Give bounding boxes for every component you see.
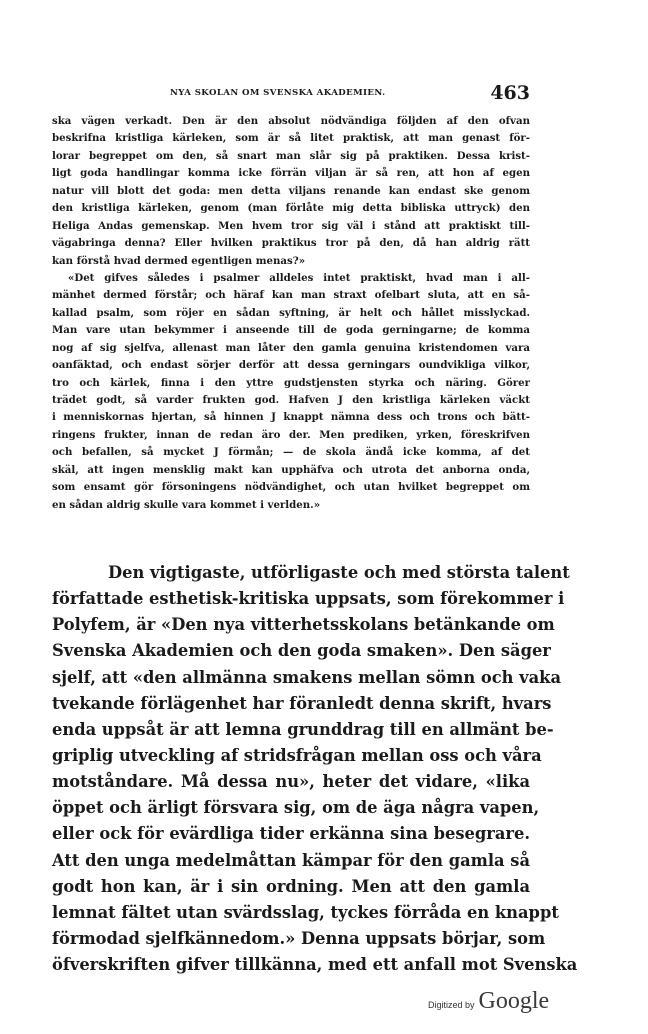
page-header xyxy=(170,82,530,106)
small-text-line: nog af sig sjelfva, allenast man låter den gamla genuina kristendomen vara xyxy=(52,341,530,354)
small-text-line: ringens frukter, innan de redan äro der. Men prediken, yrken, föreskrifven xyxy=(52,428,530,441)
large-text-line: Polyfem, är «Den nya vitterhetsskolans betänkande om xyxy=(52,615,555,635)
page-number: 463 xyxy=(490,82,530,104)
digitized-watermark xyxy=(428,988,549,1015)
small-text-line: ligt goda handlingar komma icke förrän viljan är så ren, att hon af egen xyxy=(52,167,530,180)
digitized-brand: Google xyxy=(478,988,550,1014)
small-text-line: mänhet dermed förstår; och häraf kan man straxt ofelbart sluta, att en så- xyxy=(52,289,530,302)
large-text-line: öppet och ärligt försvara sig, om de äga några vapen, xyxy=(52,798,540,818)
large-text-line: förmodad sjelfkännedom.» Denna uppsats börjar, som xyxy=(52,928,546,948)
large-text-line: Den vigtigaste, utförligaste och med största talent xyxy=(108,563,570,582)
large-text-line: sjelf, att «den allmänna smakens mellan sömn och vaka xyxy=(52,667,561,687)
small-text-line: som ensamt gör försoningens nödvändighet, och utan hvilket begreppet om xyxy=(52,481,530,494)
large-text-line: öfverskriften gifver tillkänna, med ett anfall mot Svenska xyxy=(52,955,578,975)
small-text-line: Heliga Andas gemenskap. Men hvem tror sig väl i stånd att praktiskt till- xyxy=(52,219,530,232)
main-paragraph xyxy=(52,560,578,978)
large-text-line: godt hon kan, är i sin ordning. Men att den gamla xyxy=(52,876,530,896)
small-text-line: trädet godt, så varder frukten god. Hafven J den kristliga kärleken väckt xyxy=(52,394,530,406)
small-text-line: kan förstå hvad dermed egentligen menas?» xyxy=(52,254,306,267)
small-text-line: Man vare utan bekymmer i anseende till de goda gerningarne; de komma xyxy=(52,324,530,337)
small-text-line: beskrifna kristliga kärleken, som är så litet praktisk, att man genast för- xyxy=(52,132,530,145)
running-title: NYA SKOLAN OM SVENSKA AKADEMIEN. xyxy=(170,88,386,98)
quoted-passage xyxy=(52,113,530,514)
small-text-line: en sådan aldrig skulle vara kommet i verlden.» xyxy=(52,498,321,511)
digitized-prefix: Digitized by xyxy=(428,1000,475,1010)
large-text-line: tvekande förlägenhet har föranledt denna skrift, hvars xyxy=(52,693,552,713)
small-text-line: lorar begreppet om den, så snart man slår sig på praktiken. Dessa krist- xyxy=(52,149,530,162)
large-text-line: författade esthetisk-kritiska uppsats, som förekommer i xyxy=(52,589,565,609)
small-text-line: «Det gifves således i psalmer alldeles intet praktiskt, hvad man i all- xyxy=(68,271,530,284)
small-text-line: kallad psalm, som röjer en sådan syftning, är helt och hållet misslyckad. xyxy=(52,306,530,319)
large-text-line: Svenska Akademien och den goda smaken». Den säger xyxy=(52,641,551,661)
large-text-line: enda uppsåt är att lemna grunddrag till en allmänt be- xyxy=(52,719,554,739)
small-text-line: vägabringa denna? Eller hvilken praktikus tror på den, då han aldrig rätt xyxy=(52,237,530,250)
small-text-line: skäl, att ingen mensklig makt kan upphäfva och utrota det anborna onda, xyxy=(52,463,530,476)
large-text-line: eller ock för evärdliga tider erkänna sina besegrare. xyxy=(52,824,530,844)
large-text-line: Att den unga medelmåttan kämpar för den gamla så xyxy=(52,850,530,870)
small-text-line: natur vill blott det goda: men detta viljans renande kan endast ske genom xyxy=(52,184,530,197)
large-text-line: griplig utveckling af stridsfrågan mellan oss och våra xyxy=(52,745,542,765)
small-text-line: i menniskornas hjertan, så hinnen J knappt nämna dess och trons och bätt- xyxy=(52,411,530,424)
small-text-line: den kristliga kärleken, genom (man förlåte mig detta bibliska uttryck) den xyxy=(52,202,530,215)
small-text-line: tro och kärlek, finna i den yttre gudstjensten styrka och näring. Görer xyxy=(52,376,530,389)
small-text-line: och befallen, så mycket J förmån; — de skola ändå icke komma, af det xyxy=(52,446,530,459)
small-text-line: oanfäktad, och endast sörjer derför att dessa gerningars oundvikliga vilkor, xyxy=(52,359,530,372)
large-text-line: lemnat fältet utan svärdsslag, tyckes förråda en knappt xyxy=(52,902,559,922)
small-text-line: ska vägen verkadt. Den är den absolut nödvändiga följden af den ofvan xyxy=(52,115,530,127)
large-text-line: motståndare. Må dessa nu», heter det vidare, «lika xyxy=(52,772,530,792)
